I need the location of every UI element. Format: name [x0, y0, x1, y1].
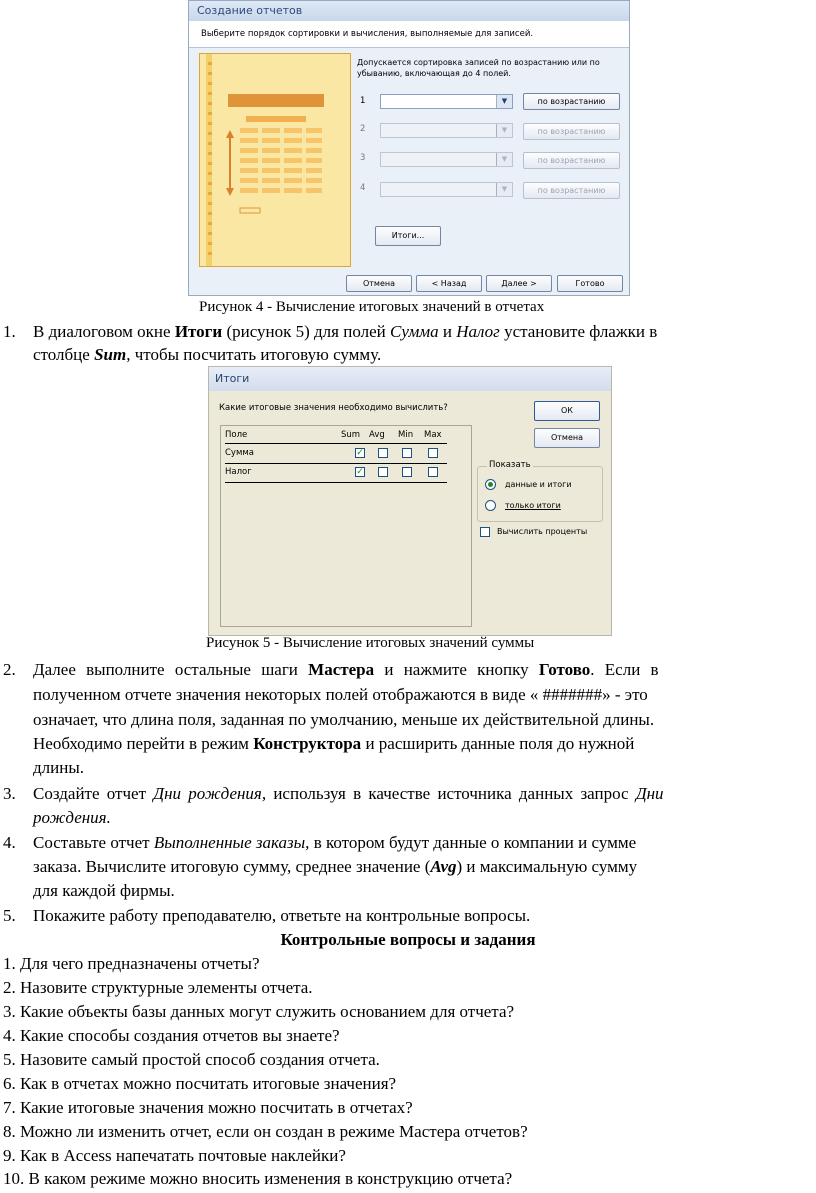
item-4-number: 4. — [3, 833, 16, 852]
question-1: 1. Для чего предназначены отчеты? — [3, 954, 260, 973]
item-3-text-c: используя в качестве источника данных запрос — [266, 784, 636, 803]
item-3-italic-dni: Дни рождения, — [153, 784, 267, 803]
question-7: 7. Какие итоговые значения можно посчитать в отчетах? — [3, 1098, 413, 1117]
sort-field-3-combo[interactable] — [380, 152, 513, 167]
question-5: 5. Назовите самый простой способ создания отчета. — [3, 1050, 380, 1069]
sort-row-2-number: 2 — [360, 124, 366, 134]
item-2-line-3: означает, что длина поля, заданная по умолчанию, меньше их действительной длины. — [33, 710, 655, 729]
totals-dialog-title: Итоги — [209, 367, 611, 391]
report-wizard-dialog — [188, 0, 630, 296]
chevron-down-icon[interactable]: ▼ — [496, 183, 512, 196]
report-wizard-header — [189, 21, 629, 48]
item-3-line-2: рождения. — [33, 808, 111, 827]
item-3-text-a: Создайте отчет — [33, 784, 154, 803]
question-2: 2. Назовите структурные элементы отчета. — [3, 978, 313, 997]
item-4-italic-zakazy: Выполненные заказы, — [153, 833, 310, 852]
min-column-header: Min — [398, 430, 414, 440]
ok-button[interactable]: ОК — [534, 401, 600, 421]
item-1-text-c: (рисунок 5) для полей — [222, 322, 390, 341]
sort-field-1-combo[interactable] — [380, 94, 513, 109]
sort-row-1-number: 1 — [360, 96, 366, 106]
sort-description: Допускается сортировка записей по возрастанию или по убыванию, включающая до 4 полей. — [357, 58, 600, 78]
item-2-bold-konstruktor: Конструктора — [253, 734, 362, 753]
item-5-number: 5. — [3, 906, 16, 925]
data-and-totals-radio[interactable] — [485, 479, 496, 490]
max-column-header: Max — [424, 430, 442, 440]
show-groupbox — [477, 466, 603, 522]
item-1-text-a: В диалоговом окне — [33, 322, 175, 341]
item-1-number: 1. — [3, 322, 16, 341]
item-1-line-2 — [33, 345, 381, 365]
avg-column-header: Avg — [369, 430, 385, 440]
header-divider — [225, 443, 447, 444]
item-1-text-l2a: столбце — [33, 345, 95, 364]
question-9: 9. Как в Access напечатать почтовые наклейки? — [3, 1146, 346, 1165]
item-1-bold-itogi: Итоги — [174, 322, 223, 341]
item-2-text-l4a: Необходимо перейти в режим — [33, 734, 254, 753]
question-4: 4. Какие способы создания отчетов вы знаете? — [3, 1026, 340, 1045]
item-5-line-1: Покажите работу преподавателю, ответьте на контрольные вопросы. — [33, 906, 531, 925]
section-title: Контрольные вопросы и задания — [280, 930, 536, 949]
sort-order-2-button[interactable]: по возрастанию — [523, 123, 620, 140]
item-4-text-c: в котором будут данные о компании и сумме — [309, 833, 637, 852]
item-2-bold-master: Мастера — [308, 660, 375, 679]
item-1-text-l2c: , чтобы посчитать итоговую сумму. — [126, 345, 382, 364]
show-groupbox-label: Показать — [489, 460, 531, 470]
cancel-button[interactable]: Отмена — [534, 428, 600, 448]
item-4-line-1 — [33, 833, 636, 853]
summary-options-button[interactable]: Итоги... — [375, 226, 441, 246]
sort-field-4-combo[interactable] — [380, 182, 513, 197]
calc-percent-label[interactable]: Вычислить проценты — [497, 527, 588, 536]
back-button[interactable]: < Назад — [416, 275, 482, 292]
question-10: 10. В каком режиме можно вносить изменения в конструкцию отчета? — [3, 1169, 513, 1188]
item-4-text-a: Составьте отчет — [33, 833, 154, 852]
item-2-text-e: . Если в — [590, 660, 659, 679]
nalog-max-checkbox[interactable] — [428, 467, 438, 477]
item-1-line-1 — [33, 322, 657, 342]
totals-dialog — [208, 366, 612, 636]
item-4-bold-avg: Avg — [430, 857, 457, 876]
question-3: 3. Какие объекты базы данных могут служить основанием для отчета? — [3, 1002, 515, 1021]
report-wizard-instruction: Выберите порядок сортировки и вычисления, выполняемые для записей. — [201, 29, 534, 39]
item-1-italic-nalog: Налог — [456, 322, 500, 341]
finish-button[interactable]: Готово — [557, 275, 623, 292]
sum-column-header: Sum — [341, 430, 361, 440]
figure-5-caption: Рисунок 5 - Вычисление итоговых значений суммы — [206, 635, 535, 651]
item-3-line-1 — [33, 784, 664, 804]
item-2-line-2: полученном отчете значения некоторых полей отображаются в виде « #######» - это — [33, 685, 648, 704]
item-3-number: 3. — [3, 784, 16, 803]
sort-field-2-combo[interactable] — [380, 123, 513, 138]
calc-percent-checkbox[interactable] — [480, 527, 490, 537]
row-divider-1 — [225, 463, 447, 464]
data-and-totals-label[interactable]: данные и итоги — [505, 480, 572, 489]
report-preview-icon — [200, 54, 350, 266]
report-preview-illustration — [199, 53, 351, 267]
nalog-min-checkbox[interactable] — [402, 467, 412, 477]
sort-order-1-button[interactable]: по возрастанию — [523, 93, 620, 110]
report-wizard-title: Создание отчетов — [189, 1, 629, 21]
item-2-number: 2. — [3, 660, 16, 679]
field-row-nalog: Налог — [225, 467, 252, 477]
totals-only-radio[interactable] — [485, 500, 496, 511]
item-4-text-l2a: заказа. Вычислите итоговую сумму, среднее значение ( — [33, 857, 431, 876]
totals-question: Какие итоговые значения необходимо вычислить? — [219, 403, 448, 413]
item-1-bold-sum: Sum — [94, 345, 127, 364]
item-2-line-1 — [33, 660, 659, 680]
item-2-text-l4c: и расширить данные поля до нужной — [361, 734, 635, 753]
sort-order-4-button[interactable]: по возрастанию — [523, 182, 620, 199]
totals-only-label[interactable]: только итоги — [505, 501, 561, 510]
field-column-header: Поле — [225, 430, 248, 440]
summa-max-checkbox[interactable] — [428, 448, 438, 458]
next-button[interactable]: Далее > — [486, 275, 552, 292]
chevron-down-icon[interactable]: ▼ — [496, 124, 512, 137]
summa-min-checkbox[interactable] — [402, 448, 412, 458]
item-2-bold-gotovo: Готово — [538, 660, 591, 679]
chevron-down-icon[interactable]: ▼ — [496, 153, 512, 166]
item-2-line-4 — [33, 734, 634, 754]
nalog-sum-checkbox[interactable]: ✓ — [356, 467, 364, 477]
item-2-line-5: длины. — [33, 758, 84, 777]
item-4-line-2 — [33, 857, 637, 877]
item-4-line-3: для каждой фирмы. — [33, 881, 175, 900]
chevron-down-icon[interactable]: ▼ — [496, 95, 512, 108]
item-2-text-c: и нажмите кнопку — [374, 660, 539, 679]
item-3-italic-dni-2: Дни — [635, 784, 664, 803]
sort-row-3-number: 3 — [360, 153, 366, 163]
sort-order-3-button[interactable]: по возрастанию — [523, 152, 620, 169]
question-8: 8. Можно ли изменить отчет, если он создан в режиме Мастера отчетов? — [3, 1122, 528, 1141]
figure-4-caption: Рисунок 4 - Вычисление итоговых значений в отчетах — [199, 299, 545, 315]
item-1-italic-summa: Сумма — [390, 322, 439, 341]
nalog-avg-checkbox[interactable] — [378, 467, 388, 477]
item-4-text-l2c: ) и максимальную сумму — [456, 857, 638, 876]
item-1-text-e: и — [438, 322, 457, 341]
field-row-summa: Сумма — [225, 448, 254, 458]
summa-avg-checkbox[interactable] — [378, 448, 388, 458]
row-divider-2 — [225, 482, 447, 483]
summa-sum-checkbox[interactable]: ✓ — [356, 448, 364, 458]
question-6: 6. Как в отчетах можно посчитать итоговые значения? — [3, 1074, 397, 1093]
item-1-text-g: установите флажки в — [499, 322, 658, 341]
sort-row-4-number: 4 — [360, 183, 366, 193]
item-2-text-a: Далее выполните остальные шаги — [33, 660, 309, 679]
cancel-button[interactable]: Отмена — [346, 275, 412, 292]
